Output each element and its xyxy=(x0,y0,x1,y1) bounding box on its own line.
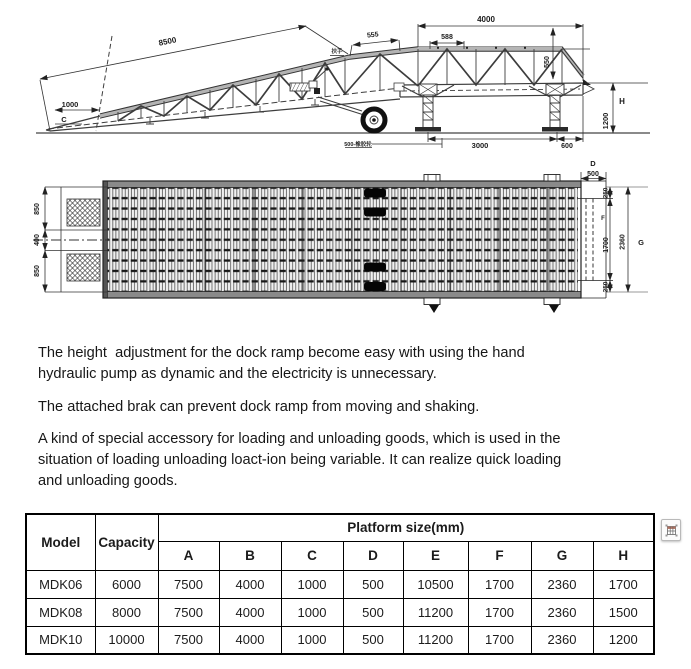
table-icon xyxy=(665,524,678,537)
table-cell: 6000 xyxy=(95,570,158,598)
paragraph-3 xyxy=(38,429,666,492)
table-cell: 500 xyxy=(343,626,403,654)
table-row xyxy=(26,598,654,626)
header-col-d: D xyxy=(343,541,403,570)
dim-550-label: 550 xyxy=(544,56,551,68)
paragraph-line: The attached brak can prevent dock ramp from moving and shaking. xyxy=(38,399,480,415)
table-header-row-1 xyxy=(26,514,654,541)
table-row xyxy=(26,626,654,654)
side-view-drawing xyxy=(0,0,691,160)
side-view-labels xyxy=(61,15,625,150)
table-cell: 11200 xyxy=(403,626,468,654)
dim-850-top-label: 850 xyxy=(34,203,41,215)
paragraph-line: hydraulic pump as dynamic and the electricity is unnecessary. xyxy=(38,366,437,382)
dim-588-label: 588 xyxy=(441,34,453,41)
label-h: H xyxy=(619,97,625,106)
paragraph-2 xyxy=(38,397,666,418)
paragraph-line: situation of loading unloading loact-ion being variable. It can realize quick loading xyxy=(38,452,562,468)
label-d: D xyxy=(590,159,596,168)
wheel-label: 500-橡胶轮 xyxy=(344,142,372,148)
deck xyxy=(103,181,613,298)
table-cell: 4000 xyxy=(219,598,281,626)
table-cell: 7500 xyxy=(158,598,219,626)
hydraulic-pump xyxy=(290,67,404,94)
header-col-a: A xyxy=(158,541,219,570)
table-cell: 8000 xyxy=(95,598,158,626)
table-cell: MDK10 xyxy=(26,626,95,654)
ramp-structure xyxy=(46,36,594,132)
dim-4000-label: 4000 xyxy=(477,15,495,24)
table-cell: MDK06 xyxy=(26,570,95,598)
label-c: C xyxy=(61,115,67,124)
table-cell: 1000 xyxy=(281,598,343,626)
table-cell: 1700 xyxy=(468,598,531,626)
dim-600-label: 600 xyxy=(561,143,573,150)
header-col-b: B xyxy=(219,541,281,570)
dim-8500-label: 8500 xyxy=(157,35,178,48)
table-cell: 7500 xyxy=(158,626,219,654)
dim-1700-label: 1700 xyxy=(603,237,610,253)
header-platform-size: Platform size(mm) xyxy=(158,514,654,541)
dim-250-top-label: 250 xyxy=(602,187,610,199)
table-cell: 500 xyxy=(343,570,403,598)
header-col-f: F xyxy=(468,541,531,570)
table-cell: 1000 xyxy=(281,626,343,654)
table-cell: 11200 xyxy=(403,598,468,626)
header-col-g: G xyxy=(531,541,593,570)
table-cell: 1700 xyxy=(468,570,531,598)
table-cell: 2360 xyxy=(531,570,593,598)
table-cell: 1500 xyxy=(593,598,654,626)
top-view-drawing xyxy=(0,158,691,320)
table-cell: 10000 xyxy=(95,626,158,654)
label-f: F xyxy=(601,216,605,222)
dim-2360-label: 2360 xyxy=(619,234,627,250)
table-cell: 7500 xyxy=(158,570,219,598)
dim-1000-label: 1000 xyxy=(61,100,79,109)
table-cell: 4000 xyxy=(219,570,281,598)
header-col-h: H xyxy=(593,541,654,570)
wheel xyxy=(318,97,385,131)
table-widget-button[interactable] xyxy=(661,519,681,541)
dim-500-label: 500 xyxy=(587,171,599,178)
header-col-e: E xyxy=(403,541,468,570)
dim-850-bottom-label: 850 xyxy=(34,265,41,277)
header-model: Model xyxy=(26,514,95,570)
table-cell: MDK08 xyxy=(26,598,95,626)
table-cell: 500 xyxy=(343,598,403,626)
dim-250-bottom-label: 250 xyxy=(602,281,610,293)
dim-3000-label: 3000 xyxy=(471,141,489,150)
table-cell: 1700 xyxy=(468,626,531,654)
support-leg-rear xyxy=(529,84,581,132)
lip-plates xyxy=(33,187,110,292)
paragraph-1 xyxy=(38,343,666,385)
table-cell: 10500 xyxy=(403,570,468,598)
table-cell: 4000 xyxy=(219,626,281,654)
table-cell: 1000 xyxy=(281,570,343,598)
table-cell: 1200 xyxy=(593,626,654,654)
paragraph-line: The height adjustment for the dock ramp become easy with using the hand xyxy=(38,345,525,361)
dim-1200-label: 1200 xyxy=(601,112,610,130)
dim-400-label: 400 xyxy=(34,234,41,246)
table-row xyxy=(26,570,654,598)
spec-table xyxy=(25,513,655,655)
table-cell: 2360 xyxy=(531,626,593,654)
support-leg-front xyxy=(402,84,454,132)
paragraph-line: and unloading goods. xyxy=(38,473,178,489)
paragraph-line: A kind of special accessory for loading and unloading goods, which is used in the xyxy=(38,431,561,447)
table-cell: 2360 xyxy=(531,598,593,626)
dim-555-label: 555 xyxy=(366,31,380,40)
rail-label: 扶手 xyxy=(331,49,343,55)
table-cell: 1700 xyxy=(593,570,654,598)
header-col-c: C xyxy=(281,541,343,570)
header-capacity: Capacity xyxy=(95,514,158,570)
label-g: G xyxy=(638,238,644,247)
